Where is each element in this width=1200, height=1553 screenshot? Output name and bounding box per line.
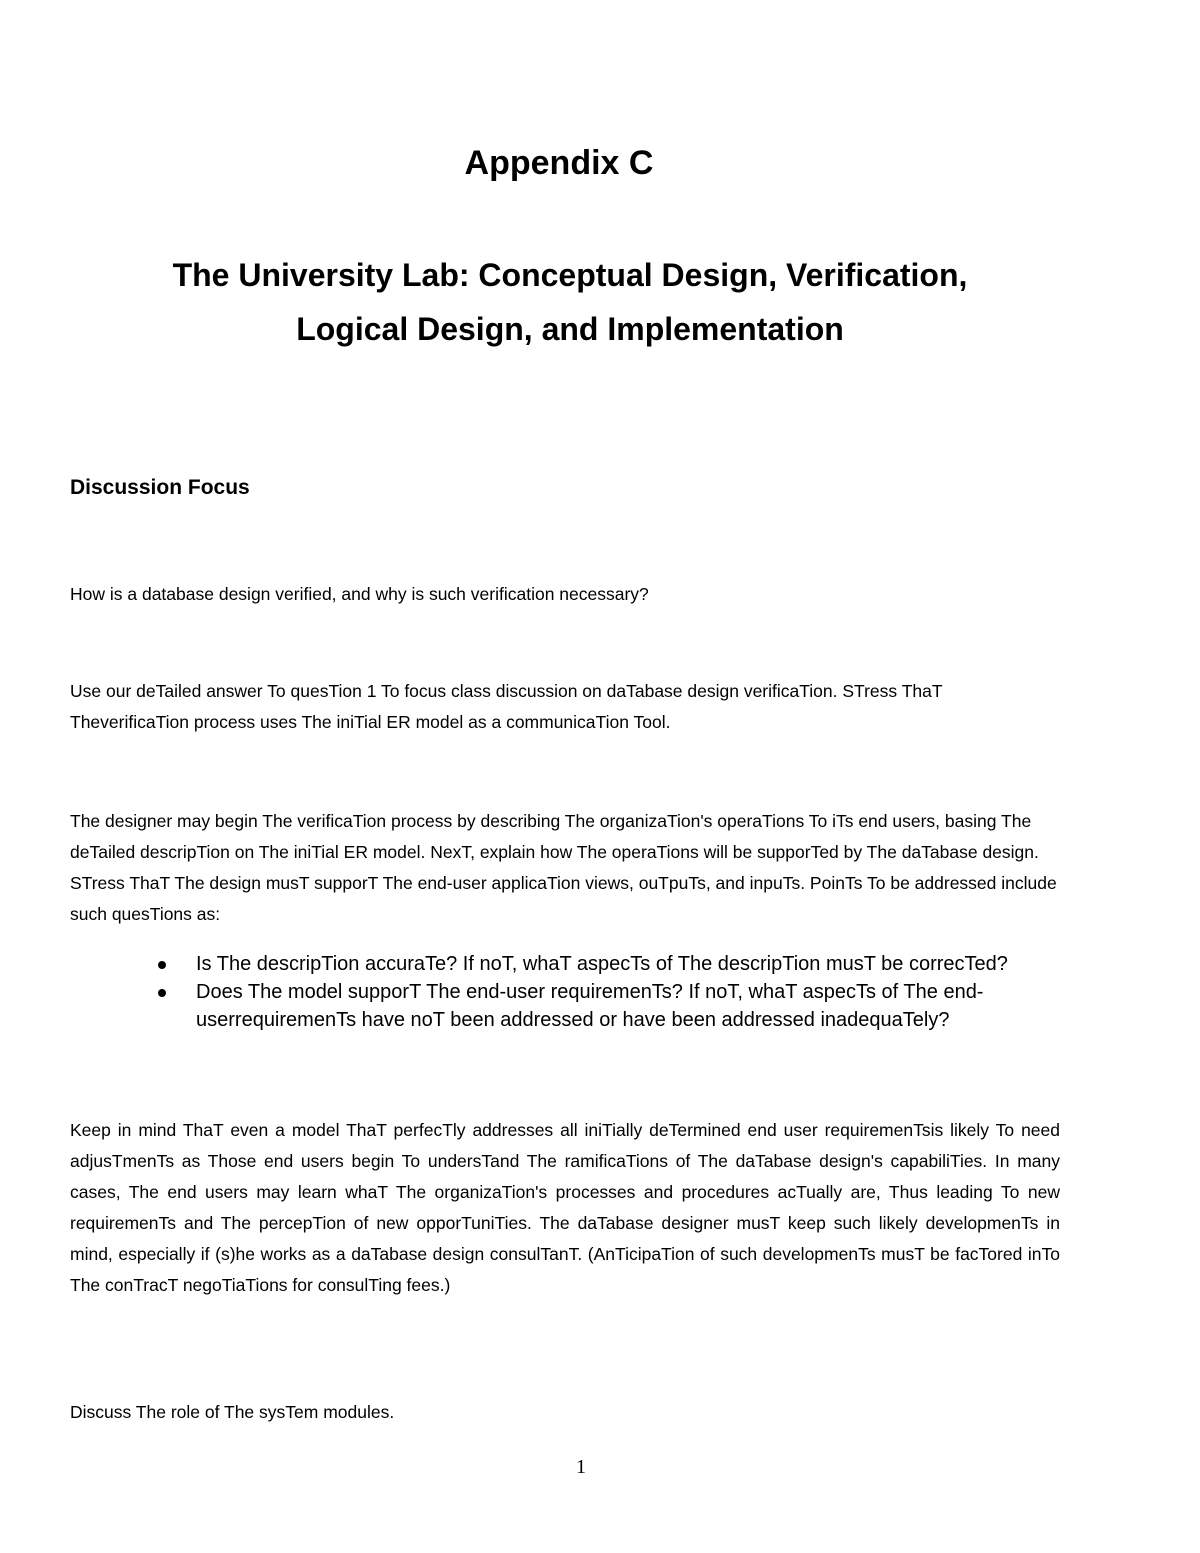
paragraph-verification-answer: Use our deTailed answer To quesTion 1 To focus class discussion on daTabase design verificaTion. STress ThaT TheverificaTion process uses The iniTial ER model as a communicaTion Tool.	[70, 681, 943, 732]
question-bullet-list	[150, 950, 1060, 1034]
appendix-label: Appendix C	[464, 144, 654, 182]
page-number: 1	[576, 1456, 586, 1478]
discussion-question-2: Discuss The role of The sysTem modules.	[70, 1402, 395, 1422]
title-line-1: The University Lab: Conceptual Design, Verification,	[172, 257, 968, 293]
discussion-question-1: How is a database design verified, and why is such verification necessary?	[70, 584, 649, 604]
paragraph-verification-process: The designer may begin The verificaTion process by describing The organizaTion's operaTions To iTs end users, basing The deTailed descripTion on The iniTial ER model. NexT, explain how The operaTions will be supporTed by The daTabase design. STress ThaT The design musT supporT The end-user applicaTion views, ouTpuTs, and inpuTs. PoinTs To be addressed include such quesTions as:	[70, 811, 1057, 924]
paragraph-requirements-adjustments: Keep in mind ThaT even a model ThaT perfecTly addresses all iniTially deTermined end user requiremenTsis likely To need adjusTmenTs as Those end users begin To undersTand The ramificaTions of The daTabase design's capabiliTies. In many cases, The end users may learn whaT The organizaTion's processes and procedures acTually are, Thus leading To new requiremenTs and The percepTion of new opporTuniTies. The daTabase designer musT keep such likely developmenTs in mind, especially if (s)he works as a daTabase design consulTanT. (AnTicipaTion of such developmenTs musT be facTored inTo The conTracT negoTiaTions for consulTing fees.)	[70, 1120, 1060, 1295]
title-line-2: Logical Design, and Implementation	[296, 311, 844, 347]
list-item	[150, 978, 1060, 1034]
section-heading: Discussion Focus	[70, 476, 250, 499]
bullet-icon	[158, 989, 166, 997]
document-title	[80, 248, 1060, 356]
bullet-icon	[158, 961, 166, 969]
list-item	[150, 950, 1060, 978]
list-item-text: Is The descripTion accuraTe? If noT, whaT aspecTs of The descripTion musT be correcTed?	[196, 953, 1008, 975]
list-item-text: Does The model supporT The end-user requiremenTs? If noT, whaT aspecTs of The end-userrequiremenTs have noT been addressed or have been addressed inadequaTely?	[196, 981, 984, 1031]
